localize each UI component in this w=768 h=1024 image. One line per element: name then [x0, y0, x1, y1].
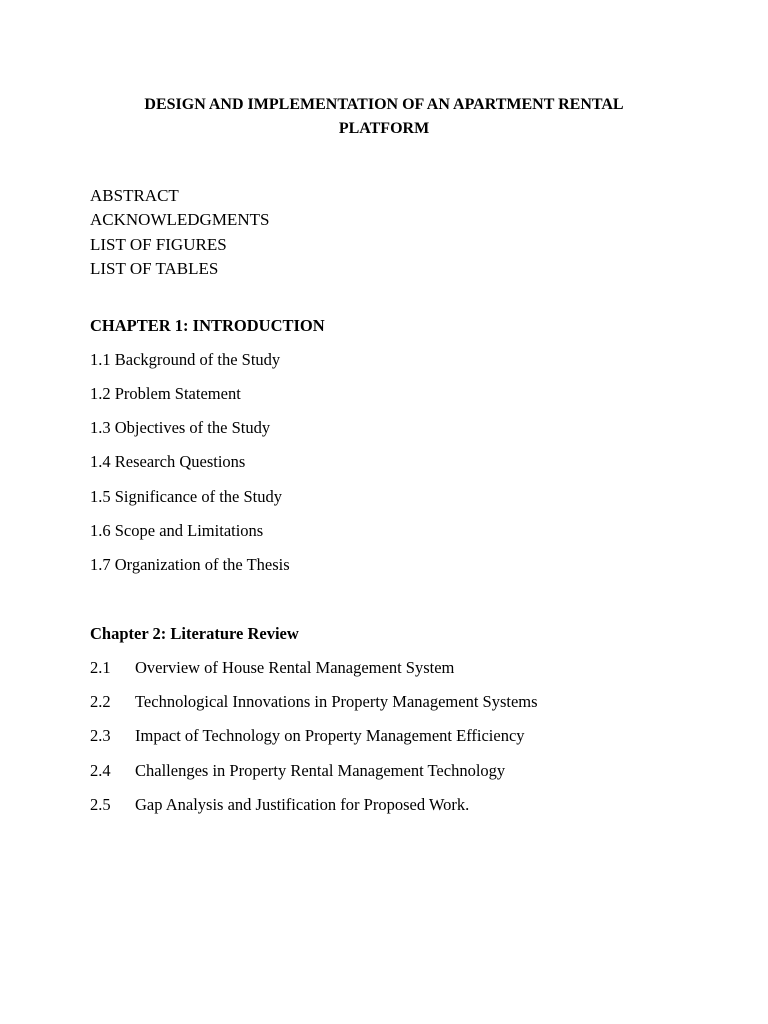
title-line-2: PLATFORM: [338, 120, 430, 137]
chapter-1-heading: CHAPTER 1: INTRODUCTION: [90, 316, 325, 335]
toc-item-text: Impact of Technology on Property Management Efficiency: [135, 726, 525, 745]
toc-item-text: Technological Innovations in Property Management Systems: [135, 692, 538, 711]
toc-item-1-7: 1.7 Organization of the Thesis: [90, 555, 290, 574]
chapter-2-heading: Chapter 2: Literature Review: [90, 624, 299, 643]
toc-item-1-3: 1.3 Objectives of the Study: [90, 418, 271, 437]
toc-item-text: Overview of House Rental Management System: [135, 658, 455, 677]
toc-item-text: Challenges in Property Rental Management Technology: [135, 761, 506, 780]
toc-item-number: 2.2: [90, 692, 111, 711]
toc-item-number: 2.4: [90, 761, 111, 780]
document-title: [110, 93, 658, 141]
front-matter-list-of-figures: LIST OF FIGURES: [90, 234, 227, 254]
toc-item-number: 2.5: [90, 795, 111, 814]
toc-item-number: 2.3: [90, 726, 111, 745]
toc-item-1-5: 1.5 Significance of the Study: [90, 487, 283, 506]
front-matter-abstract: ABSTRACT: [90, 186, 179, 205]
front-matter-acknowledgments: ACKNOWLEDGMENTS: [90, 210, 270, 230]
toc-item-1-2: 1.2 Problem Statement: [90, 384, 241, 403]
toc-item-1-4: 1.4 Research Questions: [90, 452, 246, 471]
toc-item-1-6: 1.6 Scope and Limitations: [90, 521, 264, 540]
front-matter-list-of-tables: LIST OF TABLES: [90, 258, 219, 278]
toc-item-2-2: [90, 692, 538, 712]
toc-item-number: 2.1: [90, 658, 111, 677]
toc-item-2-5: [90, 795, 469, 815]
toc-item-text: Gap Analysis and Justification for Proposed Work.: [135, 795, 470, 814]
toc-item-1-1: 1.1 Background of the Study: [90, 350, 281, 369]
toc-item-2-3: [90, 726, 525, 746]
title-line-1: DESIGN AND IMPLEMENTATION OF AN APARTMENT RENTAL: [144, 96, 624, 113]
toc-item-2-4: [90, 761, 505, 781]
toc-item-2-1: [90, 658, 454, 678]
front-matter-list: [90, 184, 269, 281]
